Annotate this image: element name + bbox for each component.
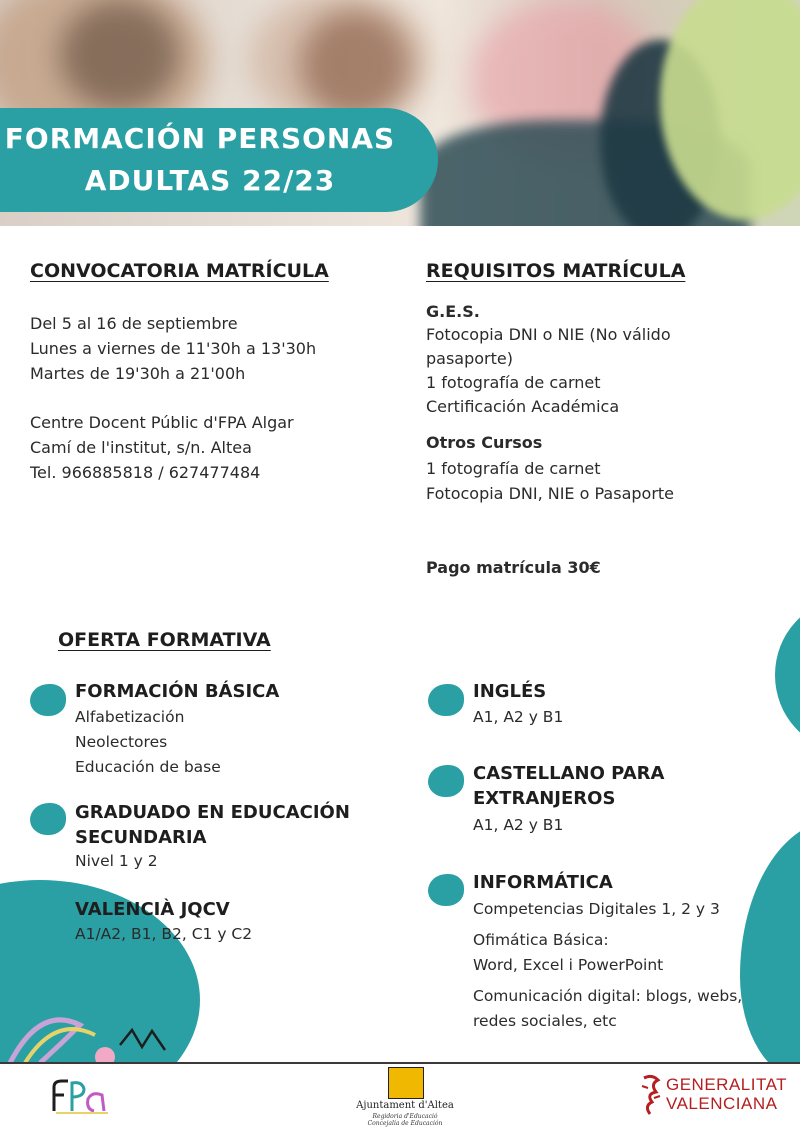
ges-title: G.E.S. [426,302,480,321]
requirement-item: 1 fotografía de carnet [426,459,601,478]
address-line: Camí de l'institut, s/n. Altea [30,438,252,457]
convocatoria-heading: CONVOCATORIA MATRÍCULA [30,260,329,282]
bullet-icon [428,765,464,797]
convocatoria-dates [30,311,316,386]
bullet-icon [428,874,464,906]
ges-requirements [426,323,671,419]
altea-sub-line: Regidoria d'Educació [372,1113,438,1120]
requirement-item: 1 fotografía de carnet [426,373,601,392]
page-title-line2: ADULTAS 22/23 [84,164,336,197]
course-details [75,922,252,947]
requirement-item: Certificación Académica [426,397,620,416]
course-item: Word, Excel i PowerPoint [473,956,664,974]
course-title-line: EXTRANJEROS [473,788,616,809]
page-title-line1: FORMACIÓN PERSONAS [4,122,396,155]
course-item: Comunicación digital: blogs, webs, [473,987,743,1005]
otros-title: Otros Cursos [426,433,543,452]
convocatoria-line: Lunes a viernes de 11'30h a 13'30h [30,339,317,358]
requirement-item: Fotocopia DNI o NIE (No válido [426,325,671,344]
course-details [473,813,563,838]
convocatoria-address [30,410,294,485]
address-phone: Tel. 966885818 / 627477484 [30,463,261,482]
course-title: INGLÉS [473,681,547,702]
gv-line: VALENCIANA [666,1094,778,1113]
course-details [473,897,742,1034]
course-item: A1/A2, B1, B2, C1 y C2 [75,925,253,943]
requirement-item: Fotocopia DNI, NIE o Pasaporte [426,484,675,503]
generalitat-logo-text [666,1075,787,1113]
altea-sub-line: Concejalía de Educación [367,1120,443,1127]
bullet-icon [428,684,464,716]
convocatoria-line: Martes de 19'30h a 21'00h [30,364,246,383]
course-title-line: SECUNDARIA [75,827,207,848]
gv-line: GENERALITAT [666,1075,788,1094]
course-item: redes sociales, etc [473,1012,617,1030]
generalitat-emblem-icon [640,1072,662,1118]
course-details [75,705,221,780]
requisitos-heading: REQUISITOS MATRÍCULA [426,260,686,282]
otros-requirements [426,456,674,506]
course-item: Neolectores [75,733,168,751]
course-item: Nivel 1 y 2 [75,852,158,870]
fpa-logo [50,1075,112,1115]
course-title-line: CASTELLANO PARA [473,763,665,784]
course-item: A1, A2 y B1 [473,816,564,834]
course-title [75,800,350,850]
altea-department [340,1113,470,1127]
decorative-shape [740,820,800,1080]
enrollment-fee: Pago matrícula 30€ [426,558,601,577]
altea-shield-icon [388,1067,424,1099]
oferta-heading: OFERTA FORMATIVA [58,629,271,651]
course-details [75,849,158,874]
course-item: Competencias Digitales 1, 2 y 3 [473,900,720,918]
course-details [473,705,563,730]
bullet-icon [30,803,66,835]
course-title: INFORMÁTICA [473,872,613,893]
course-title [473,761,664,811]
altea-name: Ajuntament d'Altea [356,1100,454,1111]
course-item: Alfabetización [75,708,185,726]
course-title-line: GRADUADO EN EDUCACIÓN [75,802,350,823]
requirement-item: pasaporte) [426,349,513,368]
course-item: Educación de base [75,758,221,776]
address-line: Centre Docent Públic d'FPA Algar [30,413,294,432]
convocatoria-line: Del 5 al 16 de septiembre [30,314,238,333]
course-title: VALENCIÀ JQCV [75,899,230,920]
bullet-icon [30,897,66,929]
bullet-icon [30,684,66,716]
course-title: FORMACIÓN BÁSICA [75,681,280,702]
decorative-doodle [0,995,180,1063]
course-item: Ofimática Básica: [473,931,609,949]
decorative-shape [775,600,800,750]
course-item: A1, A2 y B1 [473,708,564,726]
